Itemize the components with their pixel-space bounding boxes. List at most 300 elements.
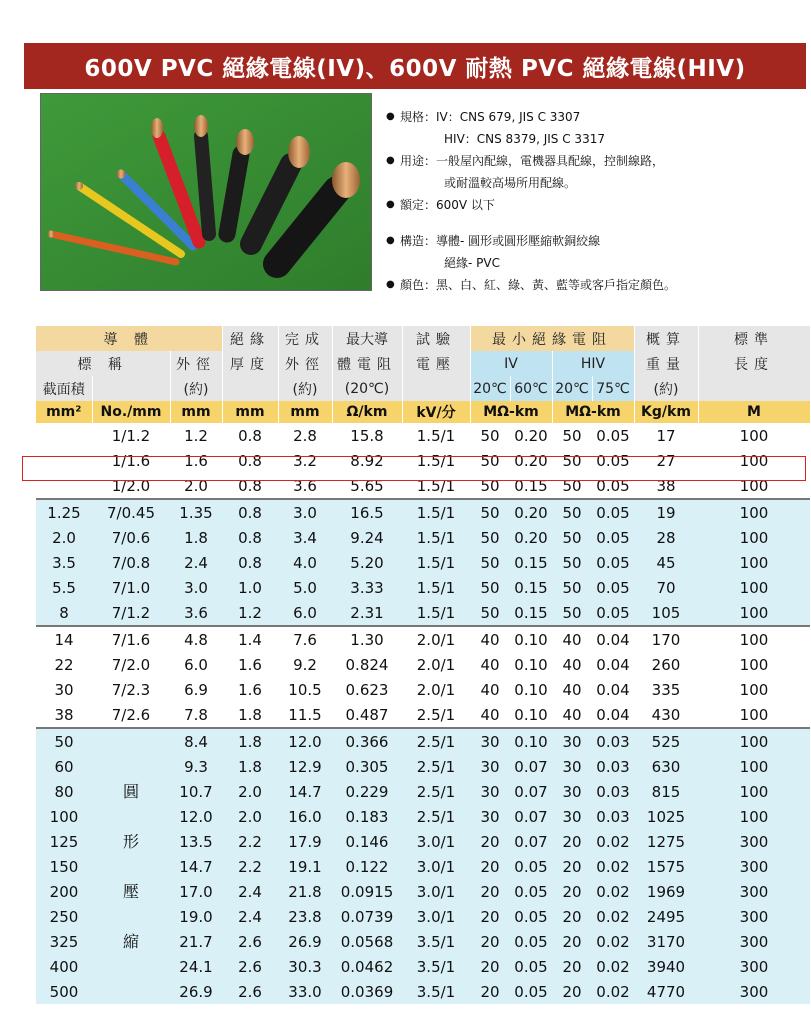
table-row bbox=[36, 499, 810, 525]
table-cell: 0.0462 bbox=[332, 954, 402, 979]
table-cell: 1969 bbox=[634, 879, 698, 904]
table-cell: 40 bbox=[552, 652, 592, 677]
bullet-icon: ● bbox=[386, 199, 395, 210]
table-cell: 0.8 bbox=[222, 423, 278, 448]
table-cell: 0.15 bbox=[510, 600, 552, 626]
table-cell: 100 bbox=[698, 702, 810, 728]
table-cell: 1.8 bbox=[222, 728, 278, 754]
table-row bbox=[36, 702, 810, 728]
table-cell: 12.0 bbox=[278, 728, 332, 754]
table-cell: 0.8 bbox=[222, 473, 278, 499]
table-cell: 1.2 bbox=[170, 423, 222, 448]
table-cell: 100 bbox=[698, 626, 810, 652]
table-cell: 50 bbox=[470, 448, 510, 473]
spec-text: 用途：一般屋內配線，電機器具配線，控制線路， bbox=[400, 154, 665, 168]
table-cell: 30 bbox=[552, 779, 592, 804]
table-cell: 0.05 bbox=[510, 979, 552, 1004]
table-cell: 7/2.6 bbox=[92, 702, 170, 728]
table-cell: 50 bbox=[470, 499, 510, 525]
table-cell: 200 bbox=[36, 879, 92, 904]
table-cell: 0.15 bbox=[510, 473, 552, 499]
table-cell: 0.183 bbox=[332, 804, 402, 829]
table-row bbox=[36, 600, 810, 626]
table-cell: 150 bbox=[36, 854, 92, 879]
table-cell: 0.07 bbox=[510, 829, 552, 854]
table-cell: 70 bbox=[634, 575, 698, 600]
table-cell: 0.04 bbox=[592, 626, 634, 652]
table-cell: 1/1.6 bbox=[92, 448, 170, 473]
table-cell: 260 bbox=[634, 652, 698, 677]
table-cell: 100 bbox=[36, 804, 92, 829]
table-cell: 2.5/1 bbox=[402, 754, 470, 779]
table-cell: 40 bbox=[470, 677, 510, 702]
table-cell: 7/2.3 bbox=[92, 677, 170, 702]
table-cell: 60 bbox=[36, 754, 92, 779]
table-cell: 0.0369 bbox=[332, 979, 402, 1004]
table-cell: 26.9 bbox=[278, 929, 332, 954]
table-cell: 20 bbox=[470, 854, 510, 879]
table-cell: 15.8 bbox=[332, 423, 402, 448]
table-cell: 1.8 bbox=[222, 754, 278, 779]
table-cell: 6.9 bbox=[170, 677, 222, 702]
table-cell: 0.20 bbox=[510, 448, 552, 473]
table-cell: 8 bbox=[36, 600, 92, 626]
header-approx-2: (約) bbox=[278, 376, 332, 401]
table-cell: 50 bbox=[552, 550, 592, 575]
table-cell: 0.20 bbox=[510, 423, 552, 448]
table-cell: 0.05 bbox=[592, 448, 634, 473]
table-cell: 20 bbox=[552, 979, 592, 1004]
table-cell: 19.1 bbox=[278, 854, 332, 879]
unit-iv: MΩ-km bbox=[470, 401, 552, 423]
header-approx-1: (約) bbox=[170, 376, 222, 401]
round-compressed-char: 壓 bbox=[122, 881, 139, 901]
round-compressed-char: 縮 bbox=[122, 931, 139, 951]
table-cell: 19 bbox=[634, 499, 698, 525]
table-cell: 7.8 bbox=[170, 702, 222, 728]
table-cell: 3.5/1 bbox=[402, 954, 470, 979]
table-cell: 105 bbox=[634, 600, 698, 626]
unit-area: mm² bbox=[36, 401, 92, 423]
table-cell: 7/1.6 bbox=[92, 626, 170, 652]
table-cell: 1.5/1 bbox=[402, 600, 470, 626]
table-cell: 0.10 bbox=[510, 702, 552, 728]
table-cell: 0.02 bbox=[592, 879, 634, 904]
spec-text: 絕緣- PVC bbox=[444, 256, 500, 270]
table-cell: 3940 bbox=[634, 954, 698, 979]
spec-text: 規格：IV：CNS 679, JIS C 3307 bbox=[400, 110, 581, 124]
table-cell: 27 bbox=[634, 448, 698, 473]
table-cell: 1275 bbox=[634, 829, 698, 854]
table-cell: 0.07 bbox=[510, 804, 552, 829]
header-t20b: 20℃ bbox=[552, 376, 592, 401]
table-cell: 0.8 bbox=[222, 525, 278, 550]
table-cell: 2.5/1 bbox=[402, 804, 470, 829]
table-cell: 1.6 bbox=[222, 652, 278, 677]
table-cell: 1.0 bbox=[222, 575, 278, 600]
table-cell: 17.9 bbox=[278, 829, 332, 854]
table-cell: 300 bbox=[698, 904, 810, 929]
table-cell: 0.10 bbox=[510, 626, 552, 652]
table-cell: 26.9 bbox=[170, 979, 222, 1004]
table-cell: 12.0 bbox=[170, 804, 222, 829]
table-cell: 3.33 bbox=[332, 575, 402, 600]
table-cell: 50 bbox=[552, 423, 592, 448]
table-cell: 0.05 bbox=[592, 499, 634, 525]
table-cell: 1.6 bbox=[222, 677, 278, 702]
table-cell: 5.5 bbox=[36, 575, 92, 600]
bullet-icon: ● bbox=[386, 235, 395, 246]
table-cell: 80 bbox=[36, 779, 92, 804]
table-cell: 1/1.2 bbox=[92, 423, 170, 448]
table-cell: 7/0.6 bbox=[92, 525, 170, 550]
table-cell: 0.05 bbox=[592, 550, 634, 575]
table-cell: 7/0.8 bbox=[92, 550, 170, 575]
header-iv: IV bbox=[470, 351, 552, 376]
table-cell: 2.5/1 bbox=[402, 728, 470, 754]
spec-table bbox=[36, 326, 810, 1004]
table-row bbox=[36, 473, 810, 499]
table-cell: 335 bbox=[634, 677, 698, 702]
table-cell: 30 bbox=[470, 804, 510, 829]
table-cell: 1.8 bbox=[170, 525, 222, 550]
table-cell: 500 bbox=[36, 979, 92, 1004]
table-cell: 0.05 bbox=[510, 929, 552, 954]
table-cell: 100 bbox=[698, 499, 810, 525]
table-cell: 20 bbox=[470, 829, 510, 854]
table-cell: 2.0/1 bbox=[402, 652, 470, 677]
table-cell: 40 bbox=[470, 626, 510, 652]
table-cell: 1.35 bbox=[170, 499, 222, 525]
header-weight: 重量 bbox=[634, 351, 698, 376]
table-cell: 0.05 bbox=[510, 854, 552, 879]
table-cell: 7/2.0 bbox=[92, 652, 170, 677]
table-cell: 21.8 bbox=[278, 879, 332, 904]
table-cell: 4.8 bbox=[170, 626, 222, 652]
table-cell: 3.6 bbox=[278, 473, 332, 499]
header-test: 試驗 bbox=[402, 326, 470, 351]
table-cell: 2.5/1 bbox=[402, 702, 470, 728]
unit-outer-dia: mm bbox=[170, 401, 222, 423]
spec-line bbox=[386, 128, 806, 150]
table-cell: 2.0/1 bbox=[402, 677, 470, 702]
table-row bbox=[36, 728, 810, 754]
table-cell: 50 bbox=[470, 600, 510, 626]
table-cell: 100 bbox=[698, 448, 810, 473]
bullet-icon: ● bbox=[386, 279, 395, 290]
table-cell: 0.229 bbox=[332, 779, 402, 804]
header-area: 截面積 bbox=[36, 376, 92, 401]
table-row bbox=[36, 525, 810, 550]
table-cell: 2.4 bbox=[170, 550, 222, 575]
table-cell: 300 bbox=[698, 829, 810, 854]
table-cell: 50 bbox=[470, 423, 510, 448]
table-cell: 20 bbox=[552, 829, 592, 854]
spec-line bbox=[386, 230, 806, 252]
table-cell: 30 bbox=[552, 804, 592, 829]
table-cell: 0.02 bbox=[592, 954, 634, 979]
table-cell: 100 bbox=[698, 754, 810, 779]
table-cell: 50 bbox=[470, 525, 510, 550]
table-cell: 33.0 bbox=[278, 979, 332, 1004]
table-cell: 2.5/1 bbox=[402, 779, 470, 804]
table-cell: 300 bbox=[698, 954, 810, 979]
table-cell: 3.0/1 bbox=[402, 829, 470, 854]
header-approx: 概算 bbox=[634, 326, 698, 351]
table-cell: 0.02 bbox=[592, 854, 634, 879]
table-cell: 0.02 bbox=[592, 929, 634, 954]
table-cell: 0.07 bbox=[510, 754, 552, 779]
table-cell: 0.20 bbox=[510, 499, 552, 525]
table-cell: 0.07 bbox=[510, 779, 552, 804]
header-temp-20c: (20℃) bbox=[332, 376, 402, 401]
table-cell: 430 bbox=[634, 702, 698, 728]
unit-hiv: MΩ-km bbox=[552, 401, 634, 423]
table-cell: 40 bbox=[470, 702, 510, 728]
table-cell: 10.7 bbox=[170, 779, 222, 804]
table-cell: 50 bbox=[470, 575, 510, 600]
table-cell: 0.20 bbox=[510, 525, 552, 550]
table-cell: 100 bbox=[698, 779, 810, 804]
table-cell: 0.15 bbox=[510, 575, 552, 600]
table-cell: 0.824 bbox=[332, 652, 402, 677]
table-cell: 0.03 bbox=[592, 754, 634, 779]
header-thickness: 厚度 bbox=[222, 351, 278, 376]
table-cell: 0.0568 bbox=[332, 929, 402, 954]
table-cell: 50 bbox=[552, 575, 592, 600]
table-cell: 1.5/1 bbox=[402, 550, 470, 575]
table-cell: 1.2 bbox=[222, 600, 278, 626]
table-cell: 0.04 bbox=[592, 652, 634, 677]
table-cell: 20 bbox=[470, 904, 510, 929]
header-conductor-res: 體電阻 bbox=[332, 351, 402, 376]
table-cell: 20 bbox=[470, 979, 510, 1004]
header-length: 長度 bbox=[698, 351, 810, 376]
table-cell: 0.10 bbox=[510, 677, 552, 702]
header-approx-3: (約) bbox=[634, 376, 698, 401]
table-cell: 4.0 bbox=[278, 550, 332, 575]
table-cell: 325 bbox=[36, 929, 92, 954]
table-cell: 7/0.45 bbox=[92, 499, 170, 525]
table-cell: 0.05 bbox=[592, 600, 634, 626]
table-cell: 1.5/1 bbox=[402, 525, 470, 550]
table-cell: 50 bbox=[470, 550, 510, 575]
header-insulation: 絕緣 bbox=[222, 326, 278, 351]
table-cell: 0.05 bbox=[510, 879, 552, 904]
table-cell: 50 bbox=[552, 473, 592, 499]
unit-finished: mm bbox=[278, 401, 332, 423]
table-cell: 9.3 bbox=[170, 754, 222, 779]
bullet-icon: ● bbox=[386, 155, 395, 166]
table-cell: 2.2 bbox=[222, 829, 278, 854]
table-cell: 100 bbox=[698, 525, 810, 550]
table-cell: 1.5/1 bbox=[402, 473, 470, 499]
table-cell: 100 bbox=[698, 600, 810, 626]
table-cell: 0.366 bbox=[332, 728, 402, 754]
table-cell: 6.0 bbox=[278, 600, 332, 626]
table-cell: 3.0/1 bbox=[402, 879, 470, 904]
table-cell: 2.31 bbox=[332, 600, 402, 626]
table-cell: 3.0/1 bbox=[402, 854, 470, 879]
table-cell: 2.0 bbox=[222, 779, 278, 804]
table-cell: 20 bbox=[552, 929, 592, 954]
table-cell: 0.305 bbox=[332, 754, 402, 779]
spec-line bbox=[386, 252, 806, 274]
table-cell: 2.4 bbox=[222, 879, 278, 904]
table-cell: 100 bbox=[698, 550, 810, 575]
table-cell: 50 bbox=[552, 448, 592, 473]
table-cell: 2.0/1 bbox=[402, 626, 470, 652]
table-row bbox=[36, 550, 810, 575]
table-cell: 1/2.0 bbox=[92, 473, 170, 499]
table-cell: 40 bbox=[552, 702, 592, 728]
wire-sample-image bbox=[41, 94, 371, 290]
table-cell: 7/1.2 bbox=[92, 600, 170, 626]
table-cell: 100 bbox=[698, 804, 810, 829]
table-cell: 170 bbox=[634, 626, 698, 652]
table-cell: 5.0 bbox=[278, 575, 332, 600]
table-cell: 250 bbox=[36, 904, 92, 929]
table-cell: 1.6 bbox=[170, 448, 222, 473]
table-cell: 3.5/1 bbox=[402, 979, 470, 1004]
table-cell: 16.5 bbox=[332, 499, 402, 525]
table-cell: 2.6 bbox=[222, 954, 278, 979]
table-cell: 20 bbox=[552, 854, 592, 879]
table-cell: 21.7 bbox=[170, 929, 222, 954]
table-row bbox=[36, 652, 810, 677]
spec-line bbox=[386, 194, 806, 216]
table-cell: 2.2 bbox=[222, 854, 278, 879]
table-cell: 0.05 bbox=[592, 423, 634, 448]
table-cell: 100 bbox=[698, 677, 810, 702]
table-cell: 5.20 bbox=[332, 550, 402, 575]
spec-text: 構造：導體- 圓形或圓形壓縮軟銅絞線 bbox=[400, 234, 601, 248]
table-cell: 8.4 bbox=[170, 728, 222, 754]
table-cell bbox=[36, 448, 92, 473]
table-cell: 20 bbox=[552, 904, 592, 929]
header-t75: 75℃ bbox=[592, 376, 634, 401]
table-cell: 38 bbox=[634, 473, 698, 499]
table-cell: 22 bbox=[36, 652, 92, 677]
table-cell bbox=[36, 423, 92, 448]
table-cell: 7.6 bbox=[278, 626, 332, 652]
table-cell: 5.65 bbox=[332, 473, 402, 499]
table-cell: 20 bbox=[552, 879, 592, 904]
table-cell: 9.24 bbox=[332, 525, 402, 550]
header-hiv: HIV bbox=[552, 351, 634, 376]
table-cell: 0.02 bbox=[592, 829, 634, 854]
header-t60: 60℃ bbox=[510, 376, 552, 401]
header-conductor: 導 體 bbox=[36, 326, 222, 351]
table-cell: 1.5/1 bbox=[402, 499, 470, 525]
table-cell: 0.8 bbox=[222, 499, 278, 525]
table-cell: 100 bbox=[698, 728, 810, 754]
table-cell: 14.7 bbox=[278, 779, 332, 804]
table-cell: 100 bbox=[698, 473, 810, 499]
table-cell: 0.04 bbox=[592, 702, 634, 728]
table-row bbox=[36, 423, 810, 448]
unit-resistance: Ω/km bbox=[332, 401, 402, 423]
table-cell: 2.4 bbox=[222, 904, 278, 929]
table-cell: 20 bbox=[470, 954, 510, 979]
table-cell: 630 bbox=[634, 754, 698, 779]
table-cell: 3.4 bbox=[278, 525, 332, 550]
table-cell: 2.6 bbox=[222, 929, 278, 954]
table-cell: 3.5 bbox=[36, 550, 92, 575]
table-cell: 2.0 bbox=[170, 473, 222, 499]
bullet-icon: ● bbox=[386, 111, 395, 122]
table-cell: 300 bbox=[698, 854, 810, 879]
table-cell: 1.25 bbox=[36, 499, 92, 525]
table-cell: 0.05 bbox=[592, 525, 634, 550]
table-cell: 0.03 bbox=[592, 728, 634, 754]
header-voltage: 電壓 bbox=[402, 351, 470, 376]
unit-length: M bbox=[698, 401, 810, 423]
unit-weight: Kg/km bbox=[634, 401, 698, 423]
table-cell: 30 bbox=[36, 677, 92, 702]
table-cell: 2.0 bbox=[36, 525, 92, 550]
spec-text: 額定：600V 以下 bbox=[400, 198, 495, 212]
table-cell: 0.03 bbox=[592, 779, 634, 804]
spec-line bbox=[386, 274, 806, 296]
header-max-resistance: 最大導 bbox=[332, 326, 402, 351]
table-cell: 0.15 bbox=[510, 550, 552, 575]
table-cell: 1025 bbox=[634, 804, 698, 829]
table-cell: 0.10 bbox=[510, 728, 552, 754]
table-cell: 0.122 bbox=[332, 854, 402, 879]
table-cell: 20 bbox=[470, 879, 510, 904]
table-cell: 2495 bbox=[634, 904, 698, 929]
table-cell: 50 bbox=[552, 600, 592, 626]
table-cell: 0.05 bbox=[592, 473, 634, 499]
table-cell: 125 bbox=[36, 829, 92, 854]
table-cell bbox=[36, 473, 92, 499]
table-cell: 23.8 bbox=[278, 904, 332, 929]
table-cell: 525 bbox=[634, 728, 698, 754]
table-cell: 2.0 bbox=[222, 804, 278, 829]
table-cell: 1575 bbox=[634, 854, 698, 879]
table-cell: 30 bbox=[552, 754, 592, 779]
table-cell: 100 bbox=[698, 575, 810, 600]
table-cell: 24.1 bbox=[170, 954, 222, 979]
round-compressed-label bbox=[92, 728, 170, 1004]
table-cell: 0.0915 bbox=[332, 879, 402, 904]
table-cell: 20 bbox=[552, 954, 592, 979]
header-outer-dia-2: 外徑 bbox=[278, 351, 332, 376]
table-cell: 3.5/1 bbox=[402, 929, 470, 954]
table-cell: 0.05 bbox=[510, 904, 552, 929]
table-cell: 0.623 bbox=[332, 677, 402, 702]
table-cell: 0.05 bbox=[510, 954, 552, 979]
table-cell: 13.5 bbox=[170, 829, 222, 854]
table-cell: 3.6 bbox=[170, 600, 222, 626]
table-row bbox=[36, 677, 810, 702]
table-cell: 1.5/1 bbox=[402, 423, 470, 448]
round-compressed-char: 形 bbox=[122, 831, 139, 851]
table-cell: 3.0 bbox=[170, 575, 222, 600]
header-t20: 20℃ bbox=[470, 376, 510, 401]
table-cell: 14.7 bbox=[170, 854, 222, 879]
header-outer-dia: 外徑 bbox=[170, 351, 222, 376]
table-cell: 0.04 bbox=[592, 677, 634, 702]
table-cell: 2.8 bbox=[278, 423, 332, 448]
table-cell: 45 bbox=[634, 550, 698, 575]
table-cell: 19.0 bbox=[170, 904, 222, 929]
table-cell: 1.30 bbox=[332, 626, 402, 652]
table-cell: 3.0/1 bbox=[402, 904, 470, 929]
table-cell: 400 bbox=[36, 954, 92, 979]
table-cell: 40 bbox=[470, 652, 510, 677]
